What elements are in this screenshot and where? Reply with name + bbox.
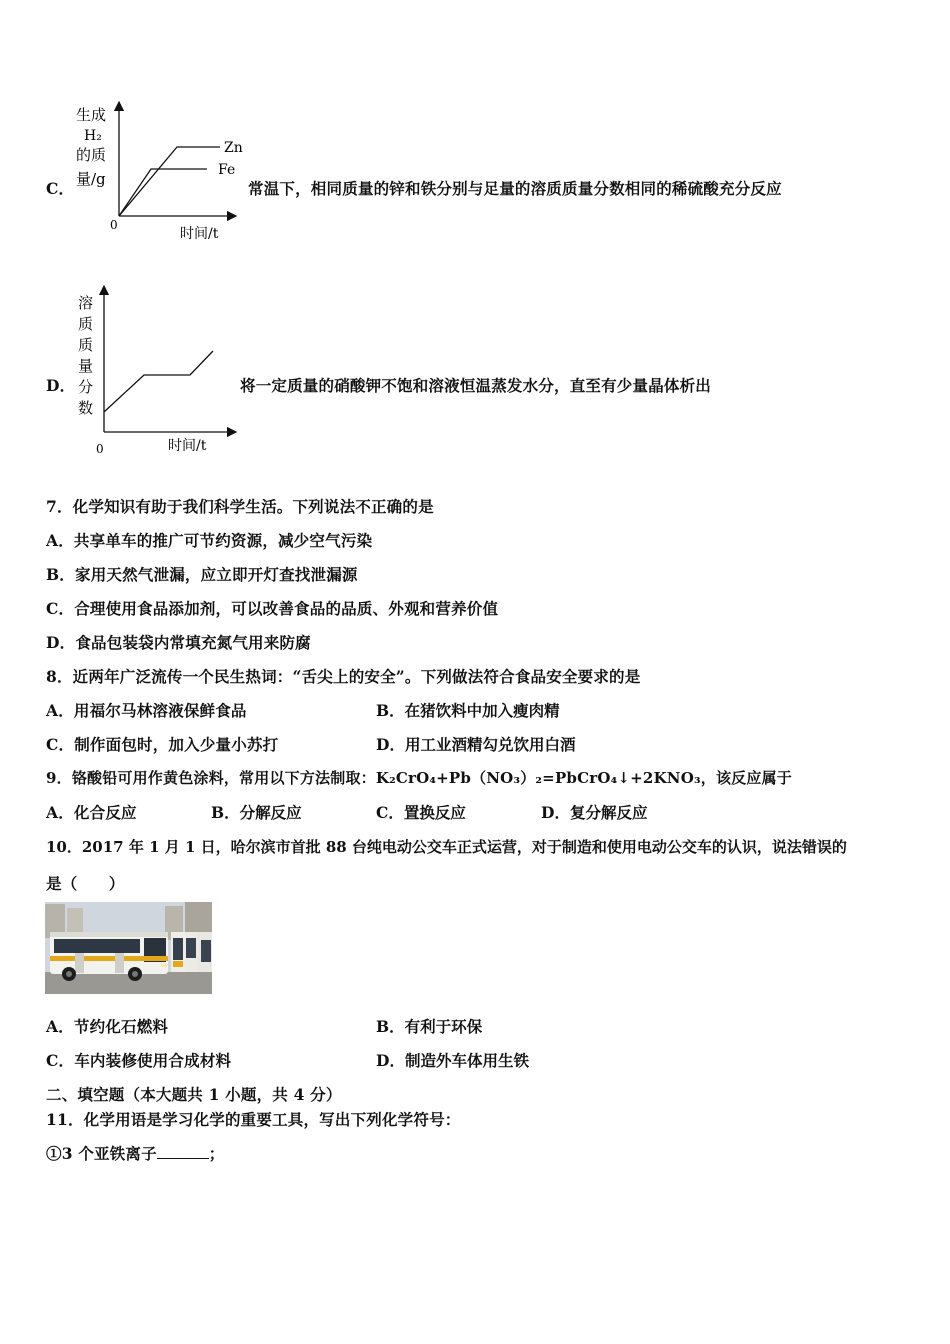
q7-option-a: A．共享单车的推广可节约资源，减少空气污染 — [46, 531, 373, 550]
q10-option-a: A．节约化石燃料 — [46, 1017, 169, 1036]
y-char-1: 溶 — [78, 294, 94, 312]
option-c-letter: C． — [46, 179, 75, 198]
q9-option-c: C．置换反应 — [376, 803, 466, 822]
section-2-title: 二、填空题（本大题共 1 小题，共 4 分） — [46, 1085, 342, 1104]
q9-option-a: A．化合反应 — [46, 803, 137, 822]
graph-x-label: 时间/t — [180, 226, 219, 242]
q8-option-d: D．用工业酒精勾兑饮用白酒 — [376, 735, 576, 754]
q10-stem-line2: 是（ ） — [46, 874, 125, 893]
q8-stem: 8．近两年广泛流传一个民生热词：“舌尖上的安全”。下列做法符合食品安全要求的是 — [46, 667, 641, 686]
q11-item-1 — [46, 1142, 225, 1164]
q11-item-1-suffix: ； — [208, 1144, 225, 1163]
q8-option-a: A．用福尔马林溶液保鲜食品 — [46, 701, 247, 720]
y-char-5: 分 — [78, 378, 94, 396]
option-d-graph — [70, 282, 250, 458]
q10-stem-line1: 10．2017 年 1 月 1 日，哈尔滨市首批 88 台纯电动公交车正式运营，对于制造和使用电动公交车的认识，说法错误的 — [46, 838, 847, 856]
q10-option-b: B．有利于环保 — [376, 1017, 483, 1036]
y-char-2: 质 — [78, 315, 94, 333]
option-c-graph — [70, 98, 250, 248]
q7-option-c: C．合理使用食品添加剂，可以改善食品的品质、外观和营养价值 — [46, 599, 499, 618]
q9-stem — [46, 767, 792, 788]
option-d-letter: D． — [46, 376, 76, 395]
q8-option-c: C．制作面包时，加入少量小苏打 — [46, 735, 279, 754]
q11-item-1-prefix: ①3 个亚铁离子 — [46, 1144, 157, 1163]
q9-stem-suffix: ，该反应属于 — [700, 769, 792, 787]
mass-fraction-line — [104, 351, 213, 412]
electric-bus-photo — [45, 902, 212, 994]
legend-zn: Zn — [224, 140, 243, 156]
graph-y-label-3: 的质 — [76, 146, 107, 164]
answer-blank[interactable] — [157, 1144, 209, 1159]
q9-stem-prefix: 9．铬酸铅可用作黄色涂料，常用以下方法制取： — [46, 769, 376, 787]
q11-stem: 11．化学用语是学习化学的重要工具，写出下列化学符号： — [46, 1110, 461, 1129]
fe-line — [119, 169, 207, 216]
q7-stem: 7．化学知识有助于我们科学生活。下列说法不正确的是 — [46, 497, 434, 516]
q9-equation: K₂CrO₄+Pb（NO₃）₂=PbCrO₄↓+2KNO₃ — [375, 769, 701, 787]
legend-fe: Fe — [218, 162, 236, 178]
graph-y-label-2: H₂ — [84, 128, 102, 144]
y-char-3: 质 — [78, 336, 94, 354]
q10-option-d: D．制造外车体用生铁 — [376, 1051, 529, 1070]
y-char-4: 量 — [78, 357, 94, 375]
q10-option-c: C．车内装修使用合成材料 — [46, 1051, 232, 1070]
graph-x-label: 时间/t — [168, 438, 207, 454]
q7-option-d: D．食品包装袋内常填充氮气用来防腐 — [46, 633, 311, 652]
graph-y-label-1: 生成 — [76, 106, 107, 124]
q8-option-b: B．在猪饮料中加入瘦肉精 — [376, 701, 560, 720]
graph-origin: 0 — [96, 442, 104, 456]
graph-y-label-4: 量/g — [76, 170, 106, 188]
option-c-text: 常温下，相同质量的锌和铁分别与足量的溶质质量分数相同的稀硫酸充分反应 — [248, 179, 782, 198]
q9-option-b: B．分解反应 — [211, 803, 302, 822]
graph-origin: 0 — [110, 218, 118, 232]
y-char-6: 数 — [78, 399, 94, 417]
option-d-text: 将一定质量的硝酸钾不饱和溶液恒温蒸发水分，直至有少量晶体析出 — [240, 376, 712, 395]
zn-line — [119, 147, 220, 216]
q7-option-b: B．家用天然气泄漏，应立即开灯查找泄漏源 — [46, 565, 358, 584]
q9-option-d: D．复分解反应 — [541, 803, 648, 822]
